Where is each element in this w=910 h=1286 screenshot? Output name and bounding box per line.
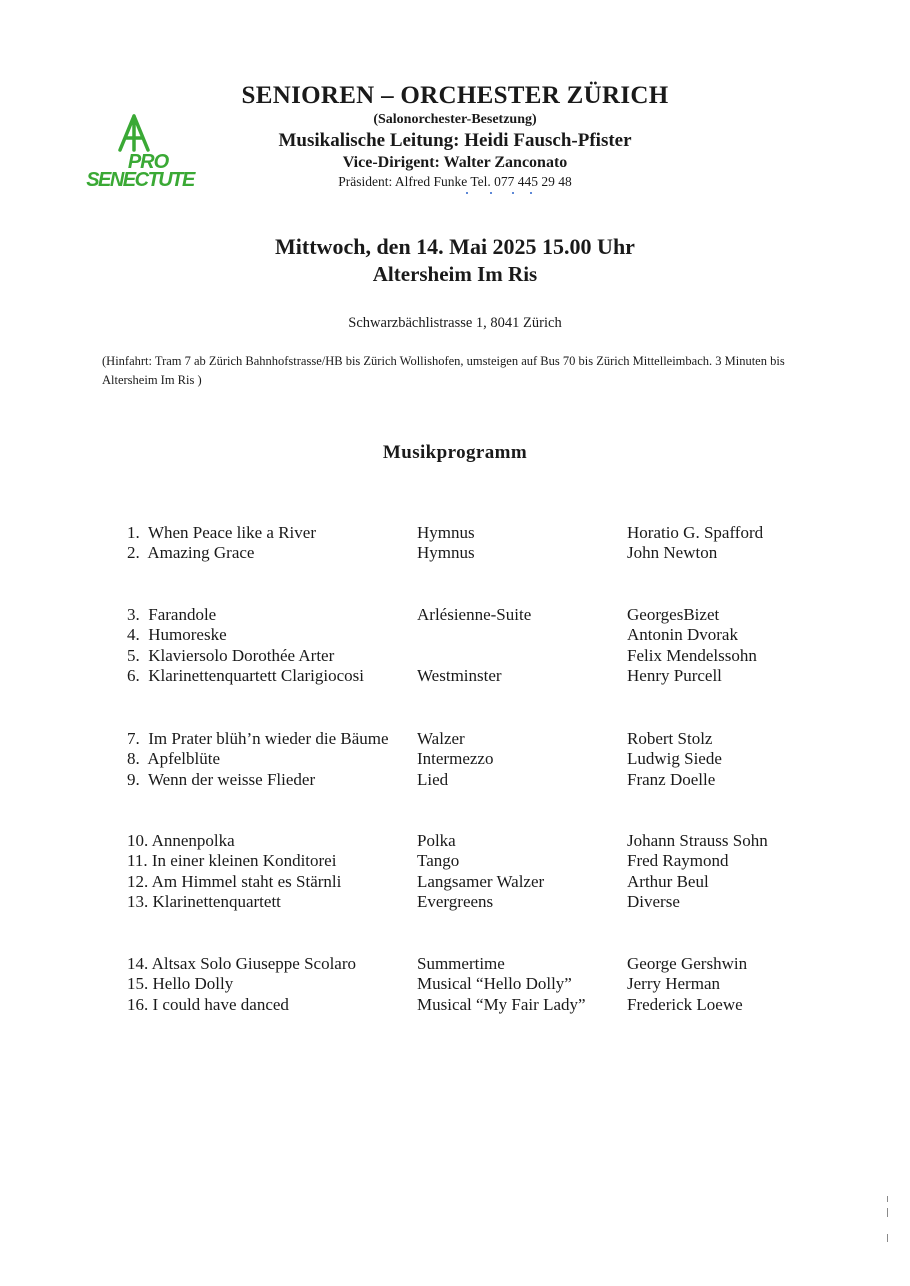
logo-senectute-text: SENECTUTE bbox=[86, 169, 194, 191]
program-item-title: 5. Klaviersolo Dorothée Arter bbox=[127, 646, 335, 665]
program-item-genre: Polka bbox=[417, 831, 456, 850]
program-item-genre: Tango bbox=[417, 851, 460, 870]
program-item-genre: Hymnus bbox=[417, 543, 475, 562]
event-date-time: Mittwoch, den 14. Mai 2025 15.00 Uhr bbox=[275, 234, 635, 259]
program-item-title: 16. I could have danced bbox=[127, 995, 289, 1014]
program-item-composer: Robert Stolz bbox=[627, 729, 713, 748]
program-item-composer: Arthur Beul bbox=[627, 872, 709, 891]
orchestra-title: SENIOREN – ORCHESTER ZÜRICH bbox=[241, 82, 669, 109]
program-item-genre: Evergreens bbox=[417, 892, 494, 911]
program-item-composer: Johann Strauss Sohn bbox=[627, 831, 768, 850]
musical-leadership: Musikalische Leitung: Heidi Fausch-Pfister bbox=[278, 130, 632, 151]
program-item-title: 13. Klarinettenquartett bbox=[127, 892, 281, 911]
program-row bbox=[0, 729, 910, 749]
program-item-title: 12. Am Himmel staht es Stärnli bbox=[127, 872, 342, 891]
program-row bbox=[0, 974, 910, 994]
program-item-composer: Felix Mendelssohn bbox=[627, 646, 757, 665]
program-row bbox=[0, 666, 910, 686]
program-row bbox=[0, 770, 910, 790]
program-item-title: 6. Klarinettenquartett Clarigiocosi bbox=[127, 666, 364, 685]
program-item-composer: George Gershwin bbox=[627, 954, 748, 973]
program-row bbox=[0, 625, 910, 645]
program-item-composer: Jerry Herman bbox=[627, 974, 720, 993]
program-item-genre: Musical “My Fair Lady” bbox=[417, 995, 586, 1014]
logo-pro-text: PRO bbox=[127, 151, 169, 173]
program-item-title: 4. Humoreske bbox=[127, 625, 227, 644]
decorative-dots bbox=[462, 192, 542, 198]
program-item-genre: Hymnus bbox=[417, 523, 475, 542]
program-item-composer: GeorgesBizet bbox=[627, 605, 720, 624]
program-item-title: 11. In einer kleinen Konditorei bbox=[127, 851, 337, 870]
event-venue: Altersheim Im Ris bbox=[372, 262, 538, 286]
program-row bbox=[0, 543, 910, 563]
program-item-genre: Walzer bbox=[417, 729, 465, 748]
program-item-composer: Horatio G. Spafford bbox=[627, 523, 764, 542]
program-row bbox=[0, 995, 910, 1015]
program-item-title: 2. Amazing Grace bbox=[127, 543, 255, 562]
program-item-composer: Antonin Dvorak bbox=[627, 625, 738, 644]
event-directions: (Hinfahrt: Tram 7 ab Zürich Bahnhofstrasse/HB bis Zürich Wollishofen, umsteigen auf Bus 70 bis Zürich Mittelleimbach. 3 Minuten bis Altersheim Im Ris ) bbox=[102, 354, 785, 387]
program-row bbox=[0, 646, 910, 666]
program-item-title: 1. When Peace like a River bbox=[127, 523, 316, 542]
program-item-title: 8. Apfelblüte bbox=[127, 749, 221, 768]
program-item-title: 14. Altsax Solo Giuseppe Scolaro bbox=[127, 954, 357, 973]
scan-edge-marks bbox=[887, 1196, 890, 1246]
program-item-genre: Musical “Hello Dolly” bbox=[417, 974, 572, 993]
program-item-genre: Langsamer Walzer bbox=[417, 872, 545, 891]
program-item-genre: Intermezzo bbox=[417, 749, 494, 768]
program-row bbox=[0, 851, 910, 871]
program-item-title: 9. Wenn der weisse Flieder bbox=[127, 770, 316, 789]
program-item-composer: Ludwig Siede bbox=[627, 749, 722, 768]
program-title: Musikprogramm bbox=[382, 442, 528, 463]
program-row bbox=[0, 605, 910, 625]
program-item-genre: Lied bbox=[417, 770, 449, 789]
vice-conductor: Vice-Dirigent: Walter Zanconato bbox=[342, 154, 568, 171]
program-item-composer: Diverse bbox=[627, 892, 680, 911]
program-item-composer: John Newton bbox=[627, 543, 718, 562]
program-row bbox=[0, 523, 910, 543]
program-item-title: 3. Farandole bbox=[127, 605, 217, 624]
program-item-genre: Arlésienne-Suite bbox=[417, 605, 532, 624]
program-row bbox=[0, 831, 910, 851]
program-row bbox=[0, 872, 910, 892]
president-contact: Präsident: Alfred Funke Tel. 077 445 29 48 bbox=[338, 174, 572, 189]
program-item-title: 10. Annenpolka bbox=[127, 831, 235, 850]
program-row bbox=[0, 954, 910, 974]
program-item-genre: Westminster bbox=[417, 666, 502, 685]
program-item-title: 7. Im Prater blüh’n wieder die Bäume bbox=[127, 729, 389, 748]
program-item-genre: Summertime bbox=[417, 954, 505, 973]
program-item-composer: Frederick Loewe bbox=[627, 995, 743, 1014]
event-address: Schwarzbächlistrasse 1, 8041 Zürich bbox=[348, 315, 562, 331]
program-item-title: 15. Hello Dolly bbox=[127, 974, 234, 993]
program-row bbox=[0, 892, 910, 912]
program-item-composer: Henry Purcell bbox=[627, 666, 722, 685]
orchestra-subtitle: (Salonorchester-Besetzung) bbox=[373, 112, 537, 127]
program-row bbox=[0, 749, 910, 769]
program-item-composer: Franz Doelle bbox=[627, 770, 716, 789]
program-item-composer: Fred Raymond bbox=[627, 851, 729, 870]
